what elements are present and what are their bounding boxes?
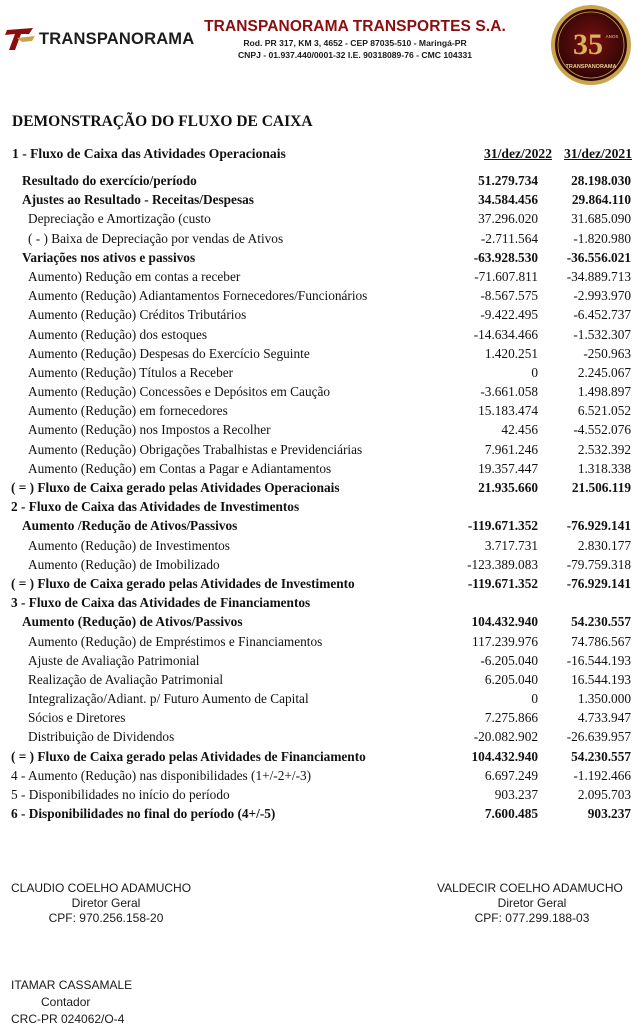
value-2021: 2.830.177 (577, 537, 631, 553)
value-2021: -6.452.737 (573, 307, 631, 323)
value-2021: -76.929.141 (566, 518, 631, 534)
row-label: Aumento (Redução) de Investimentos (28, 537, 230, 553)
column-2021: 31/dez/2021 (564, 146, 632, 161)
statement-row (0, 344, 642, 363)
value-2021: 1.498.897 (577, 384, 631, 400)
value-2022: 34.584.456 (478, 192, 538, 208)
row-label: Realização de Avaliação Patrimonial (28, 671, 224, 687)
signature-block (11, 881, 201, 926)
value-2022: -71.607.811 (474, 268, 538, 284)
row-label: Aumento (Redução) dos estoques (28, 326, 208, 342)
value-2021: 4.733.947 (577, 710, 631, 726)
value-2021: 1.350.000 (577, 691, 631, 707)
row-label: Aumento (Redução) Adiantamentos Fornecedores/Funcionários (28, 288, 368, 304)
row-label: Aumento (Redução) em Contas a Pagar e Adiantamentos (28, 460, 332, 476)
column-2022: 31/dez/2022 (484, 146, 552, 161)
row-label: 5 - Disponibilidades no início do período (11, 787, 230, 802)
statement-row (0, 593, 642, 612)
row-label: 6 - Disponibilidades no final do período (4+/-5) (11, 806, 276, 822)
value-2021: 2.245.067 (577, 364, 631, 380)
seal-brand: TRANSPANORAMA (565, 64, 617, 70)
value-2022: 1.420.251 (484, 345, 538, 361)
statement-column-header (12, 146, 634, 164)
signatory-name: CLAUDIO COELHO ADAMUCHO (11, 881, 192, 895)
statement-row (0, 286, 642, 305)
value-2021: -1.532.307 (573, 326, 631, 342)
row-label: Resultado do exercício/período (22, 173, 197, 188)
row-label: Aumento) Redução em contas a receber (28, 268, 241, 284)
value-2021: 28.198.030 (571, 173, 631, 188)
row-label: Aumento /Redução de Ativos/Passivos (22, 518, 238, 534)
value-2022: 7.600.485 (484, 806, 538, 822)
value-2022: 21.935.660 (478, 480, 538, 495)
statement-row (0, 171, 642, 190)
row-label: Aumento (Redução) Concessões e Depósitos em Caução (28, 384, 331, 400)
statement-row (0, 363, 642, 382)
row-label: Aumento (Redução) de Imobilizado (28, 556, 220, 572)
statement-row (0, 305, 642, 324)
row-label: 4 - Aumento (Redução) nas disponibilidades (1+/-2+/-3) (11, 767, 312, 783)
seal-word: ANOS (605, 34, 619, 39)
value-2022: 51.279.734 (478, 173, 538, 188)
value-2022: 104.432.940 (471, 748, 538, 764)
anniversary-seal-icon (550, 4, 632, 86)
value-2021: 1.318.338 (577, 460, 631, 476)
value-2022: -8.567.575 (480, 288, 538, 304)
value-2022: 0 (531, 691, 538, 707)
statement-row (0, 766, 642, 785)
row-label: ( = ) Fluxo de Caixa gerado pelas Atividades de Financiamento (11, 748, 366, 764)
value-2021: -34.889.713 (566, 268, 631, 284)
letterhead (0, 0, 642, 100)
statement-row (0, 420, 642, 439)
value-2021: -76.929.141 (566, 575, 631, 591)
value-2022: -14.634.466 (473, 326, 538, 342)
company-name: TRANSPANORAMA TRANSPORTES S.A. (204, 18, 506, 35)
value-2022: -20.082.902 (473, 729, 538, 745)
statement-row (0, 574, 642, 593)
value-2021: 74.786.567 (571, 633, 631, 649)
value-2022: 117.239.976 (472, 633, 538, 649)
row-label: 2 - Fluxo de Caixa das Atividades de Investimentos (11, 499, 300, 515)
signatory-id: CRC-PR 024062/O-4 (11, 1012, 125, 1026)
row-label: Depreciação e Amortização (custo (28, 211, 211, 227)
statement-row (0, 632, 642, 651)
company-info (196, 18, 514, 60)
value-2022: -9.422.495 (480, 307, 538, 323)
row-label: ( - ) Baixa de Depreciação por vendas de Ativos (28, 230, 284, 246)
signatory-role: Diretor Geral (497, 896, 567, 910)
statement-title: DEMONSTRAÇÃO DO FLUXO DE CAIXA (12, 113, 313, 130)
value-2022: -63.928.530 (473, 249, 538, 265)
value-2022: 6.697.249 (484, 767, 538, 783)
statement-row (0, 459, 642, 478)
value-2021: 21.506.119 (571, 480, 631, 495)
value-2021: 54.230.557 (571, 748, 631, 764)
signatory-name: VALDECIR COELHO ADAMUCHO (437, 881, 623, 895)
row-label: Aumento (Redução) de Empréstimos e Financiamentos (28, 633, 323, 649)
value-2022: 104.432.940 (471, 614, 538, 630)
row-label: ( = ) Fluxo de Caixa gerado pelas Atividades de Investimento (11, 575, 355, 591)
value-2021: 6.521.052 (577, 403, 631, 419)
statement-row (0, 516, 642, 535)
value-2021: -16.544.193 (566, 652, 631, 668)
statement-row (0, 267, 642, 286)
row-label: Aumento (Redução) em fornecedores (28, 403, 228, 419)
value-2021: -26.639.957 (566, 729, 631, 745)
logo-mark-icon (5, 26, 37, 52)
statement-row (0, 382, 642, 401)
value-2022: 3.717.731 (484, 537, 538, 553)
statement-row (0, 785, 642, 804)
value-2021: 16.544.193 (571, 671, 631, 687)
statement-row (0, 440, 642, 459)
row-label: Aumento (Redução) Títulos a Receber (28, 364, 234, 380)
row-label: 3 - Fluxo de Caixa das Atividades de Financiamentos (11, 595, 311, 611)
value-2022: 37.296.020 (478, 211, 538, 227)
value-2022: 0 (531, 364, 538, 380)
value-2021: -1.820.980 (573, 230, 631, 246)
transpanorama-logo (5, 22, 195, 58)
value-2021: 54.230.557 (571, 614, 631, 630)
value-2021: -4.552.076 (573, 422, 631, 438)
value-2021: 2.532.392 (577, 441, 631, 457)
row-label: Sócios e Diretores (28, 710, 126, 726)
row-label: Ajuste de Avaliação Patrimonial (28, 652, 200, 668)
value-2022: 6.205.040 (484, 671, 538, 687)
value-2022: -123.389.083 (467, 556, 538, 572)
statement-row (0, 612, 642, 631)
company-address: Rod. PR 317, KM 3, 4652 - CEP 87035-510 - Maringá-PR (243, 38, 467, 48)
value-2021: 29.864.110 (571, 192, 631, 208)
statement-row (0, 248, 642, 267)
logo-text: TRANSPANORAMA (39, 30, 195, 48)
value-2021: -250.963 (583, 345, 631, 361)
value-2022: 19.357.447 (478, 460, 538, 476)
statement-row (0, 651, 642, 670)
statement-row (0, 689, 642, 708)
row-label: Distribuição de Dividendos (28, 729, 175, 745)
value-2022: -119.671.352 (467, 575, 538, 591)
seal-number: 35 (573, 28, 603, 61)
statement-row (0, 708, 642, 727)
signatory-role: Contador (41, 995, 91, 1009)
value-2021: -2.993.970 (573, 288, 631, 304)
row-label: Integralização/Adiant. p/ Futuro Aumento de Capital (28, 691, 309, 707)
value-2021: -79.759.318 (566, 556, 631, 572)
statement-row (0, 804, 642, 823)
value-2021: -36.556.021 (566, 249, 631, 265)
statement-row (0, 325, 642, 344)
row-label: Aumento (Redução) Créditos Tributários (28, 307, 247, 323)
signatory-id: CPF: 077.299.188-03 (474, 911, 590, 925)
value-2021: 31.685.090 (571, 211, 631, 227)
statement-row (0, 727, 642, 746)
value-2022: 7.275.866 (484, 710, 538, 726)
value-2021: -1.192.466 (573, 767, 631, 783)
row-label: ( = ) Fluxo de Caixa gerado pelas Atividades Operacionais (11, 480, 340, 495)
row-label: Aumento (Redução) de Ativos/Passivos (22, 614, 243, 630)
signatory-id: CPF: 970.256.158-20 (48, 911, 164, 925)
value-2022: 15.183.474 (478, 403, 538, 419)
statement-row (0, 478, 642, 497)
value-2022: 42.456 (501, 422, 538, 438)
row-label: Ajustes ao Resultado - Receitas/Despesas (22, 192, 254, 208)
statement-row (0, 209, 642, 228)
section-header: 1 - Fluxo de Caixa das Atividades Operacionais (12, 146, 286, 161)
statement-row (0, 229, 642, 248)
statement-row (0, 747, 642, 766)
value-2022: -119.671.352 (467, 518, 538, 534)
value-2022: -2.711.564 (480, 230, 538, 246)
value-2022: 7.961.246 (484, 441, 538, 457)
row-label: Variações nos ativos e passivos (22, 249, 196, 265)
signatory-role: Diretor Geral (71, 896, 141, 910)
statement-row (0, 401, 642, 420)
value-2021: 2.095.703 (577, 787, 631, 802)
company-registration: CNPJ - 01.937.440/0001-32 I.E. 90318089-76 - CMC 104331 (237, 50, 473, 60)
statement-rows (0, 171, 642, 823)
row-label: Aumento (Redução) nos Impostos a Recolher (28, 422, 271, 438)
statement-row (0, 670, 642, 689)
statement-row (0, 536, 642, 555)
row-label: Aumento (Redução) Obrigações Trabalhistas e Previdenciárias (28, 441, 363, 457)
statement-row (0, 555, 642, 574)
value-2022: -3.661.058 (480, 384, 538, 400)
statement-row (0, 497, 642, 516)
row-label: Aumento (Redução) Despesas do Exercício Seguinte (28, 345, 310, 361)
signature-block (437, 881, 627, 926)
signature-block (11, 978, 151, 1026)
value-2022: -6.205.040 (480, 652, 538, 668)
value-2021: 903.237 (587, 806, 631, 822)
value-2022: 903.237 (494, 787, 538, 802)
signatory-name: ITAMAR CASSAMALE (11, 978, 133, 992)
statement-row (0, 190, 642, 209)
